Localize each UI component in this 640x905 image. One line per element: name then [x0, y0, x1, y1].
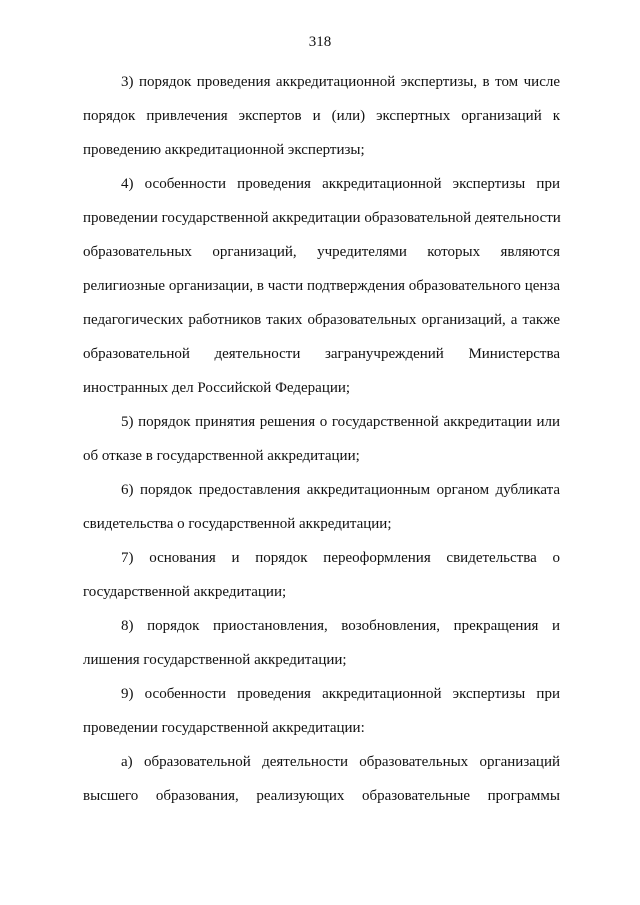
paragraph	[83, 167, 560, 405]
paragraph	[83, 541, 560, 609]
text-line: иностранных дел Российской Федерации;	[83, 380, 351, 396]
text-line: проведении государственной аккредитации:	[83, 720, 365, 736]
paragraph	[83, 405, 560, 473]
document-body	[83, 65, 560, 813]
paragraph	[83, 677, 560, 745]
text-line: 3) порядок проведения аккредитационной экспертизы, в том числе	[121, 74, 560, 90]
paragraph	[83, 745, 560, 813]
text-line: свидетельства о государственной аккредитации;	[83, 516, 392, 532]
paragraph	[83, 609, 560, 677]
text-line: проведении государственной аккредитации образовательной деятельности	[83, 210, 561, 226]
text-line: 4) особенности проведения аккредитационной экспертизы при	[121, 176, 560, 192]
text-line: а) образовательной деятельности образовательных организаций	[121, 754, 560, 770]
text-line: высшего образования, реализующих образовательные программы	[83, 788, 560, 804]
text-line: 5) порядок принятия решения о государственной аккредитации или	[121, 414, 560, 430]
text-line: религиозные организации, в части подтверждения образовательного ценза	[83, 278, 560, 294]
paragraph	[83, 65, 560, 167]
text-line: проведению аккредитационной экспертизы;	[83, 142, 365, 158]
text-line: образовательной деятельности загранучреждений Министерства	[83, 346, 560, 362]
text-line: об отказе в государственной аккредитации;	[83, 448, 360, 464]
text-line: образовательных организаций, учредителями которых являются	[83, 244, 560, 260]
text-line: лишения государственной аккредитации;	[83, 652, 347, 668]
text-line: 6) порядок предоставления аккредитационным органом дубликата	[121, 482, 560, 498]
text-line: 7) основания и порядок переоформления свидетельства о	[121, 550, 560, 566]
paragraph	[83, 473, 560, 541]
text-line: 8) порядок приостановления, возобновления, прекращения и	[121, 618, 560, 634]
page-number: 318	[308, 34, 332, 50]
text-line: педагогических работников таких образовательных организаций, а также	[83, 312, 560, 328]
text-line: 9) особенности проведения аккредитационной экспертизы при	[121, 686, 560, 702]
text-line: государственной аккредитации;	[83, 584, 287, 600]
text-line: порядок привлечения экспертов и (или) экспертных организаций к	[83, 108, 560, 124]
